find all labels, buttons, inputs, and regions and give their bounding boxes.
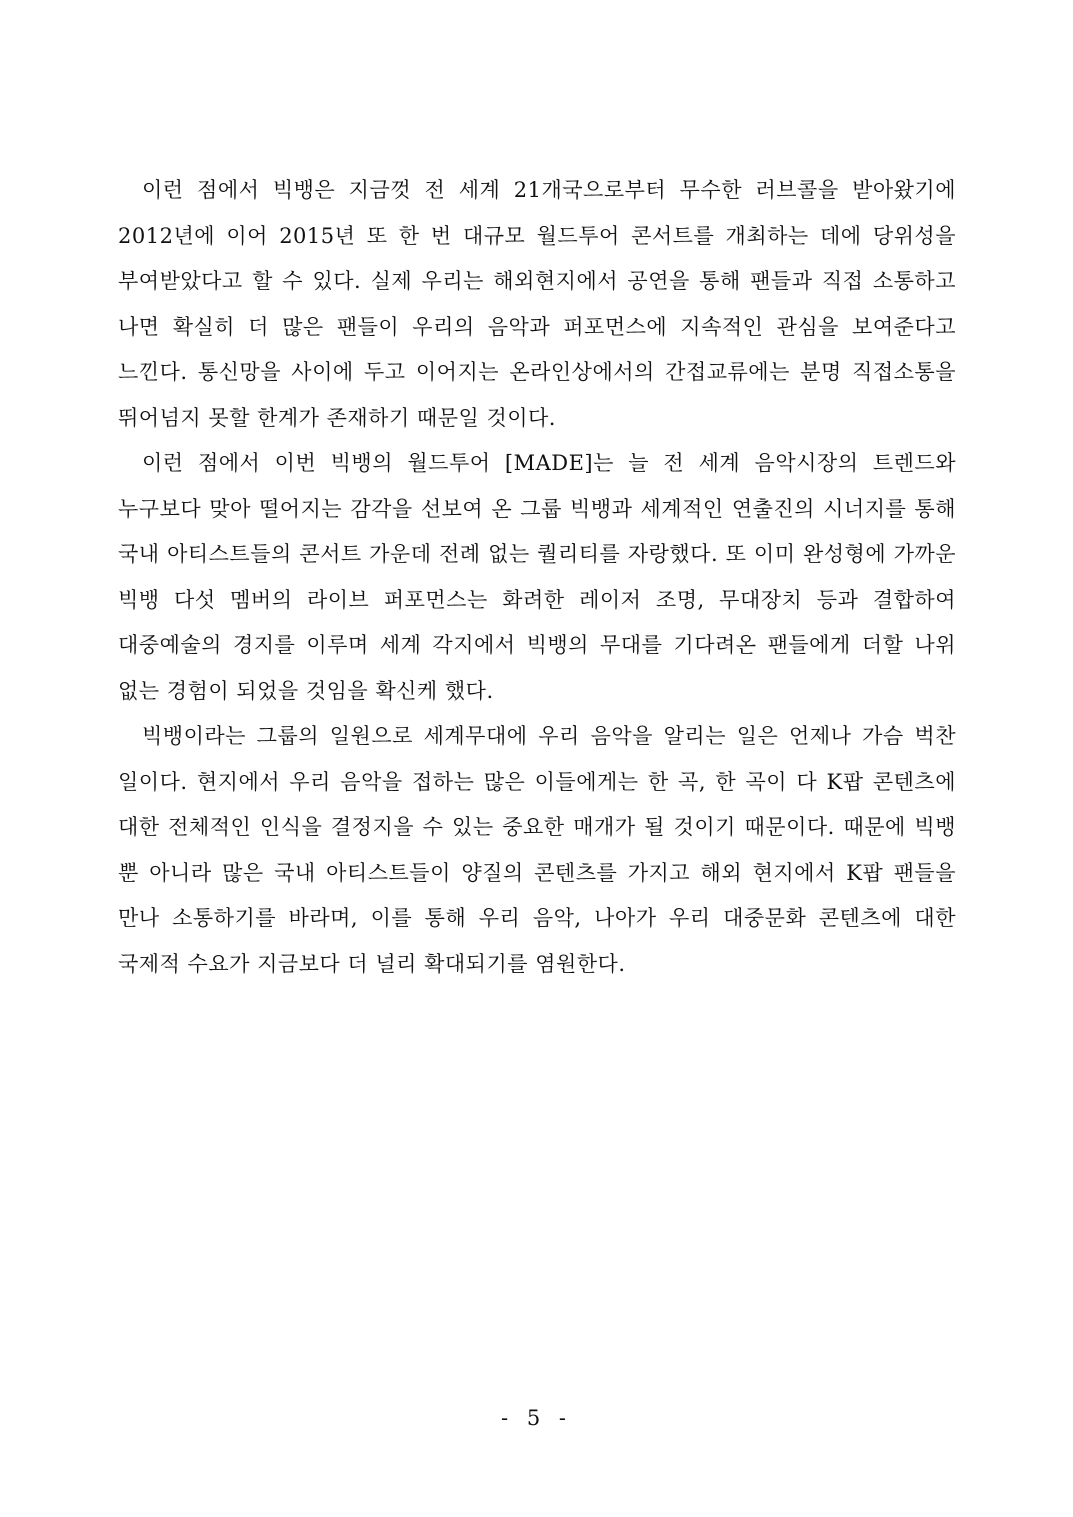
paragraph-3: 빅뱅이라는 그룹의 일원으로 세계무대에 우리 음악을 알리는 일은 언제나 가슴 벅찬 일이다. 현지에서 우리 음악을 접하는 많은 이들에게는 한 곡, 한 곡이 다 K팝 콘텐츠에 대한 전체적인 인식을 결정지을 수 있는 중요한 매개가 될 것이기 때문이다. 때문에 빅뱅 뿐 아니라 많은 국내 아티스트들이 양질의 콘텐츠를 가지고 해외 현지에서 K팝 팬들을 만나 소통하기를 바라며, 이를 통해 우리 음악, 나아가 우리 대중문화 콘텐츠에 대한 국제적 수요가 지금보다 더 널리 확대되기를 염원한다. xyxy=(118,724,956,976)
paragraph-2: 이런 점에서 이번 빅뱅의 월드투어 [MADE]는 늘 전 세계 음악시장의 트렌드와 누구보다 맞아 떨어지는 감각을 선보여 온 그룹 빅뱅과 세계적인 연출진의 시너지를 통해 국내 아티스트들의 콘서트 가운데 전례 없는 퀄리티를 자랑했다. 또 이미 완성형에 가까운 빅뱅 다섯 멤버의 라이브 퍼포먼스는 화려한 레이저 조명, 무대장치 등과 결합하여 대중예술의 경지를 이루며 세계 각지에서 빅뱅의 무대를 기다려온 팬들에게 더할 나위 없는 경험이 되었을 것임을 확신케 했다. xyxy=(118,451,956,703)
paragraph-1: 이런 점에서 빅뱅은 지금껏 전 세계 21개국으로부터 무수한 러브콜을 받아왔기에 2012년에 이어 2015년 또 한 번 대규모 월드투어 콘서트를 개최하는 데에 당위성을 부여받았다고 할 수 있다. 실제 우리는 해외현지에서 공연을 통해 팬들과 직접 소통하고 나면 확실히 더 많은 팬들이 우리의 음악과 퍼포먼스에 지속적인 관심을 보여준다고 느낀다. 통신망을 사이에 두고 이어지는 온라인상에서의 간접교류에는 분명 직접소통을 뛰어넘지 못할 한계가 존재하기 때문일 것이다. xyxy=(118,178,956,430)
page-number: - 5 - xyxy=(501,1406,572,1430)
body-text xyxy=(118,168,956,987)
